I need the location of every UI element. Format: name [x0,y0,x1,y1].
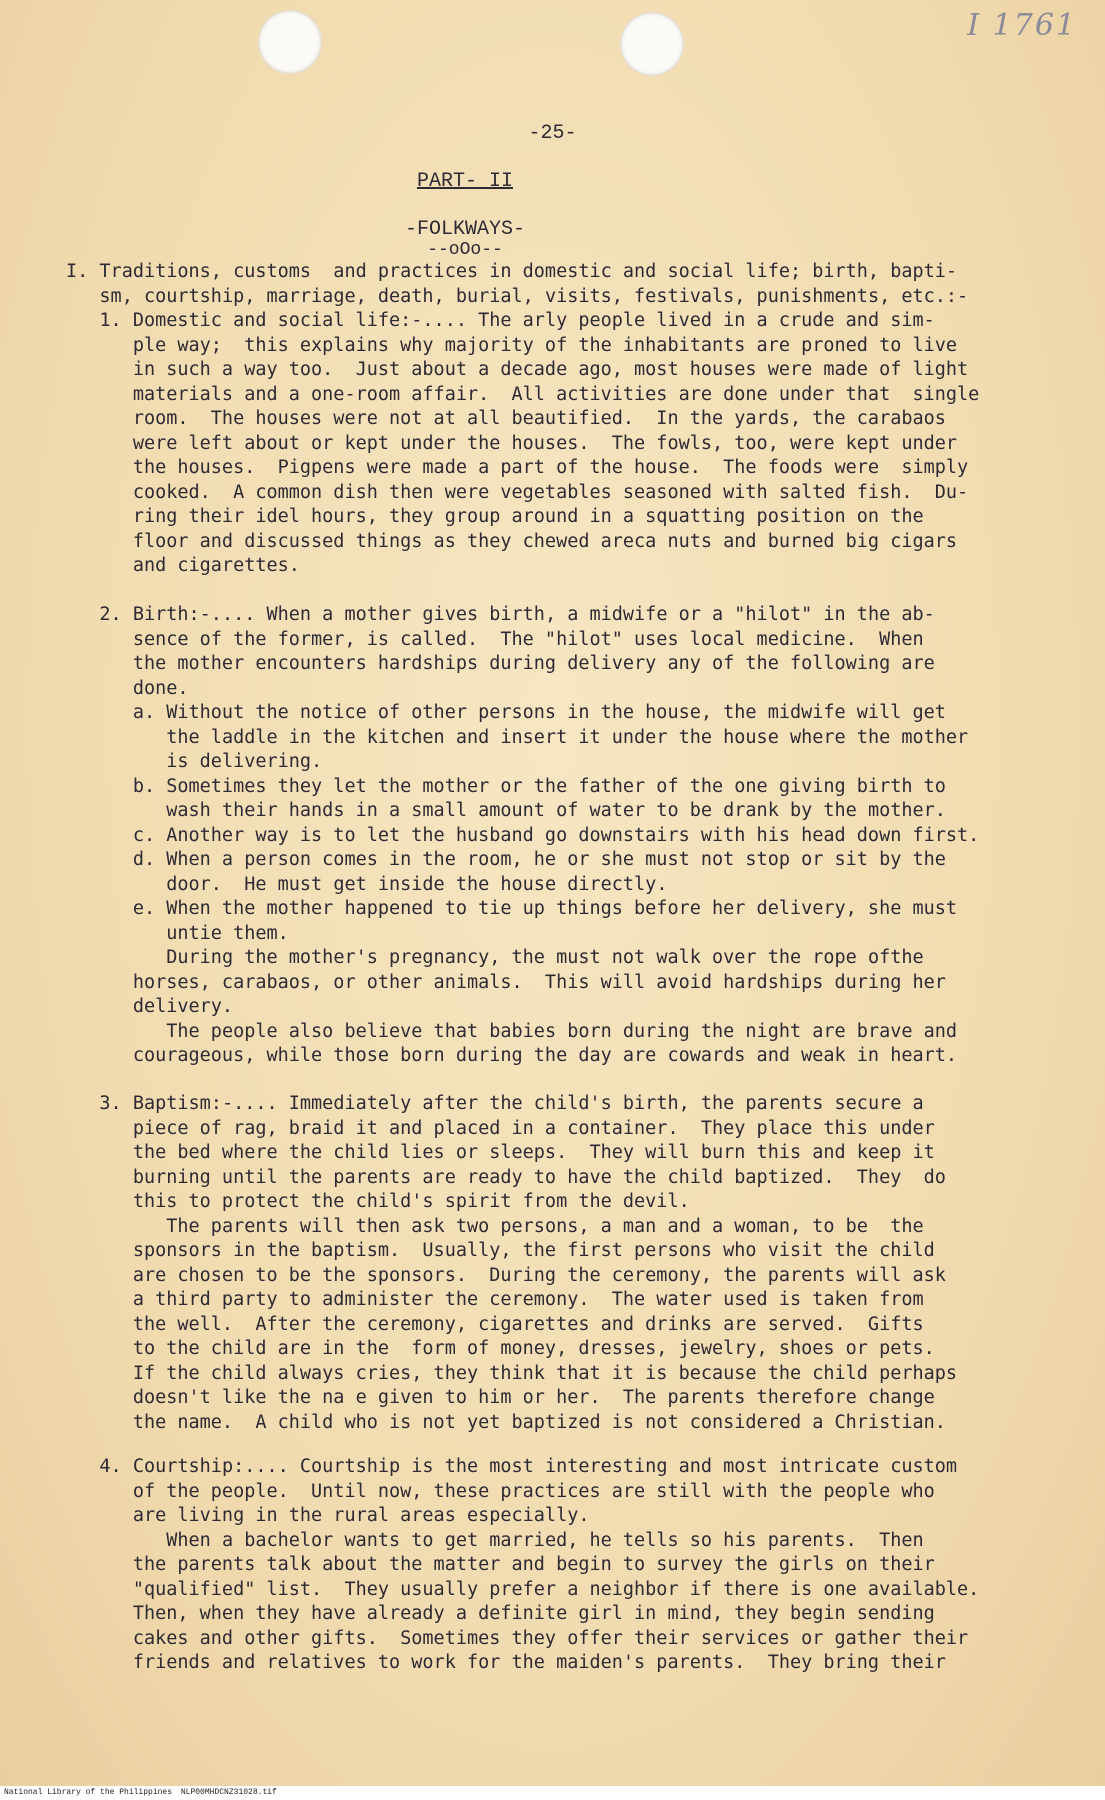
handwritten-annotation: I 1761 [967,8,1077,43]
punch-hole [620,12,684,76]
footer-library: National Library of the Philippines [4,1788,173,1797]
section-divider: --oOo-- [427,240,503,260]
courtship-section: 4. Courtship:.... Courtship is the most interesting and most intricate custom of the people. Until now, these practices are still with the people who are living in the rural areas especially. When a bachelor wants to get married, he tells so his parents. Then the parents talk about the matter and begin to survey the girls on their "qualified" list. They usually prefer a neighbor if there is one available. Then, when they have already a definite girl in mind, they begin sending cakes and other gifts. Sometimes they offer their services or gather their friends and relatives to work for the maiden's parents. They bring their [99,1456,980,1673]
intro-domestic-life-section: I. Traditions, customs and practices in domestic and social life; birth, bapti- sm, courtship, marriage, death, burial, visits, festivals, punishments, etc.:- 1. Domestic and social life:-.... The arly people lived in a crude and sim- ple way; this explains why majority of the inhabitants are proned to live in such a way too. Just about a decade ago, most houses were made of light materials and a one-room affair. All activities are done under that single room. The houses were not at all beautified. In the yards, the carabaos were left about or kept under the houses. The fowls, too, were kept under the houses. Pigpens were made a part of the house. The foods were simply cooked. A common dish then were vegetables seasoned with salted fish. Du- ring their idel hours, they group around in a squatting position on the floor and discussed things as they chewed areca nuts and burned big cigars and cigarettes. [66,261,980,576]
baptism-section: 3. Baptism:-.... Immediately after the child's birth, the parents secure a piece of rag, braid it and placed in a container. They place this under the bed where the child lies or sleeps. They will burn this and keep it burning until the parents are ready to have the child baptized. They do this to protect the child's spirit from the devil. The parents will then ask two persons, a man and a woman, to be the sponsors in the baptism. Usually, the first persons who visit the child are chosen to be the sponsors. During the ceremony, the parents will ask a third party to administer the ceremony. The water used is taken from the well. After the ceremony, cigarettes and drinks are served. Gifts to the child are in the form of money, dresses, jewelry, shoes or pets. If the child always cries, they think that it is because the child perhaps doesn't like the na e given to him or her. The parents therefore change the name. A child who is not yet baptized is not considered a Christian. [99,1093,958,1433]
part-title: PART- II [416,170,513,193]
birth-section: 2. Birth:-.... When a mother gives birth, a midwife or a "hilot" in the ab- sence of the former, is called. The "hilot" uses local medicine. When the mother encounters hardships during delivery any of the following are done. a. Without the notice of other persons in the house, the midwife will get the laddle in the kitchen and insert it under the house where the mother is delivering. b. Sometimes they let the mother or the father of the one giving birth to wash their hands in a small amount of water to be drank by the mother. c. Another way is to let the husband go downstairs with his head down first. d. When a person comes in the room, he or she must not stop or sit by the door. He must get inside the house directly. e. When the mother happened to tie up things before her delivery, she must untie them. During the mother's pregnancy, the must not walk over the rope ofthe horses, carabaos, or other animals. This will avoid hardships during her delivery. The people also believe that babies born during the night are brave and courageous, while those born during the day are cowards and weak in heart. [99,604,980,1066]
punch-hole [258,10,322,74]
footer-filename: NLP00MHDCNZ31028.tif [180,1788,277,1797]
page-number: -25- [528,122,577,145]
scan-footer [0,1786,1105,1800]
section-title: -FOLKWAYS- [404,218,526,241]
